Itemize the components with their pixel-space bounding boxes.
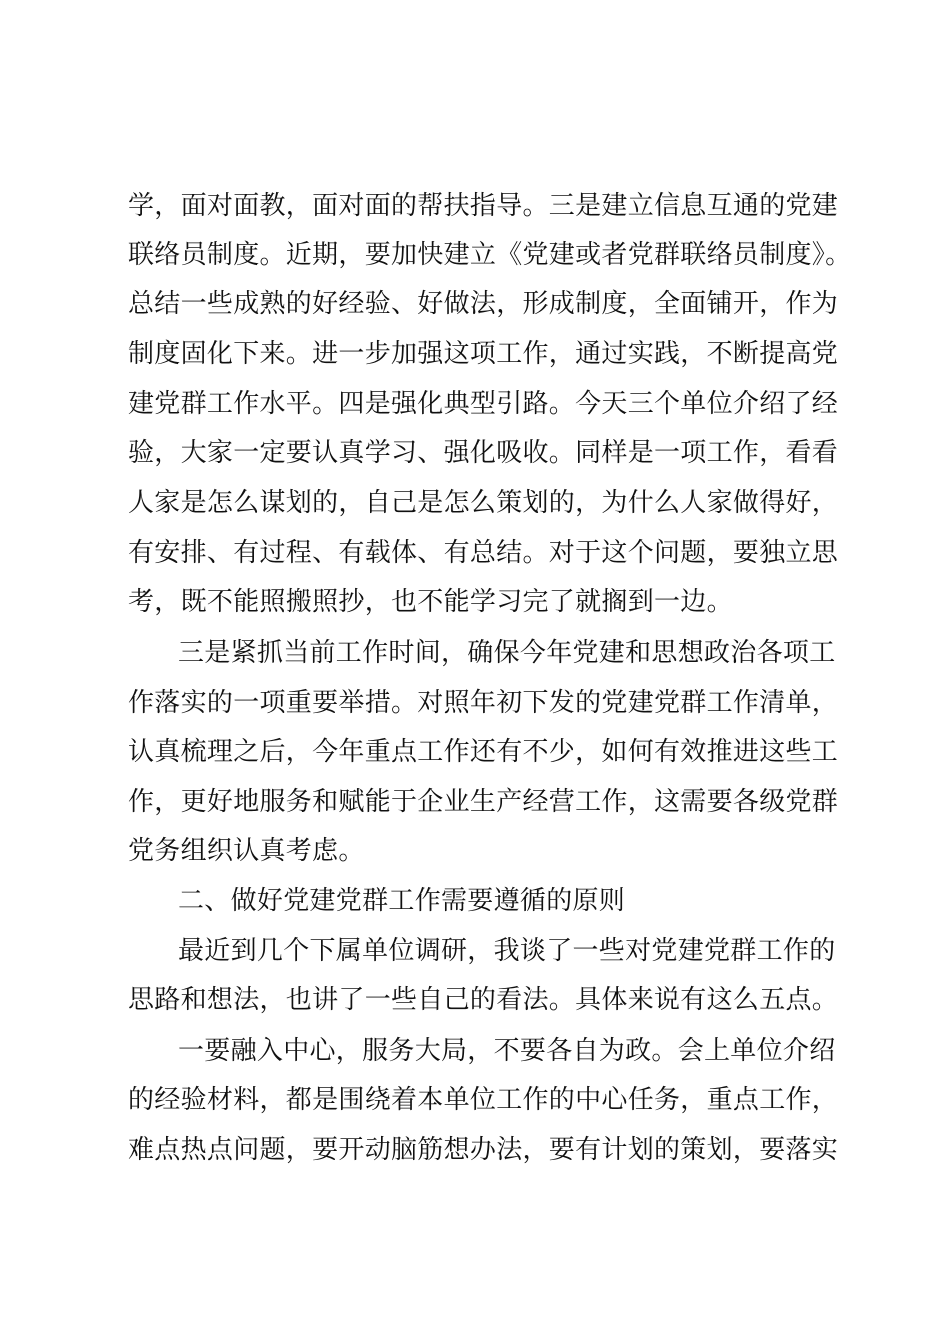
text-line: 思路和想法，也讲了一些自己的看法。具体来说有这么五点。 — [128, 985, 839, 1015]
text-line: 制度固化下来。进一步加强这项工作，通过实践，不断提高党 — [128, 339, 839, 369]
text-line: 人家是怎么谋划的，自己是怎么策划的，为什么人家做得好， — [128, 488, 839, 518]
text-line: 学，面对面教，面对面的帮扶指导。三是建立信息互通的党建 — [128, 191, 839, 221]
text-line: 总结一些成熟的好经验、好做法，形成制度，全面铺开，作为 — [128, 289, 839, 319]
paragraph-first-line: 最近到几个下属单位调研，我谈了一些对党建党群工作的 — [178, 936, 836, 966]
text-line: 有安排、有过程、有载体、有总结。对于这个问题，要独立思 — [128, 538, 839, 568]
text-line: 联络员制度。近期，要加快建立《党建或者党群联络员制度》。 — [128, 240, 852, 270]
paragraph-first-line: 三是紧抓当前工作时间，确保今年党建和思想政治各项工 — [178, 638, 836, 668]
text-line: 认真梳理之后，今年重点工作还有不少，如何有效推进这些工 — [128, 737, 839, 767]
text-line: 的经验材料，都是围绕着本单位工作的中心任务，重点工作， — [128, 1085, 839, 1115]
text-line: 党务组织认真考虑。 — [128, 836, 365, 866]
text-line: 验，大家一定要认真学习、强化吸收。同样是一项工作，看看 — [128, 438, 839, 468]
text-line: 难点热点问题，要开动脑筋想办法，要有计划的策划，要落实 — [128, 1135, 839, 1165]
paragraph-first-line: 一要融入中心，服务大局，不要各自为政。会上单位介绍 — [178, 1036, 836, 1066]
text-line: 建党群工作水平。四是强化典型引路。今天三个单位介绍了经 — [128, 389, 839, 419]
text-line: 作，更好地服务和赋能于企业生产经营工作，这需要各级党群 — [128, 787, 839, 817]
text-line: 考，既不能照搬照抄，也不能学习完了就搁到一边。 — [128, 587, 733, 617]
text-line: 作落实的一项重要举措。对照年初下发的党建党群工作清单， — [128, 688, 839, 718]
section-heading: 二、做好党建党群工作需要遵循的原则 — [178, 886, 626, 916]
